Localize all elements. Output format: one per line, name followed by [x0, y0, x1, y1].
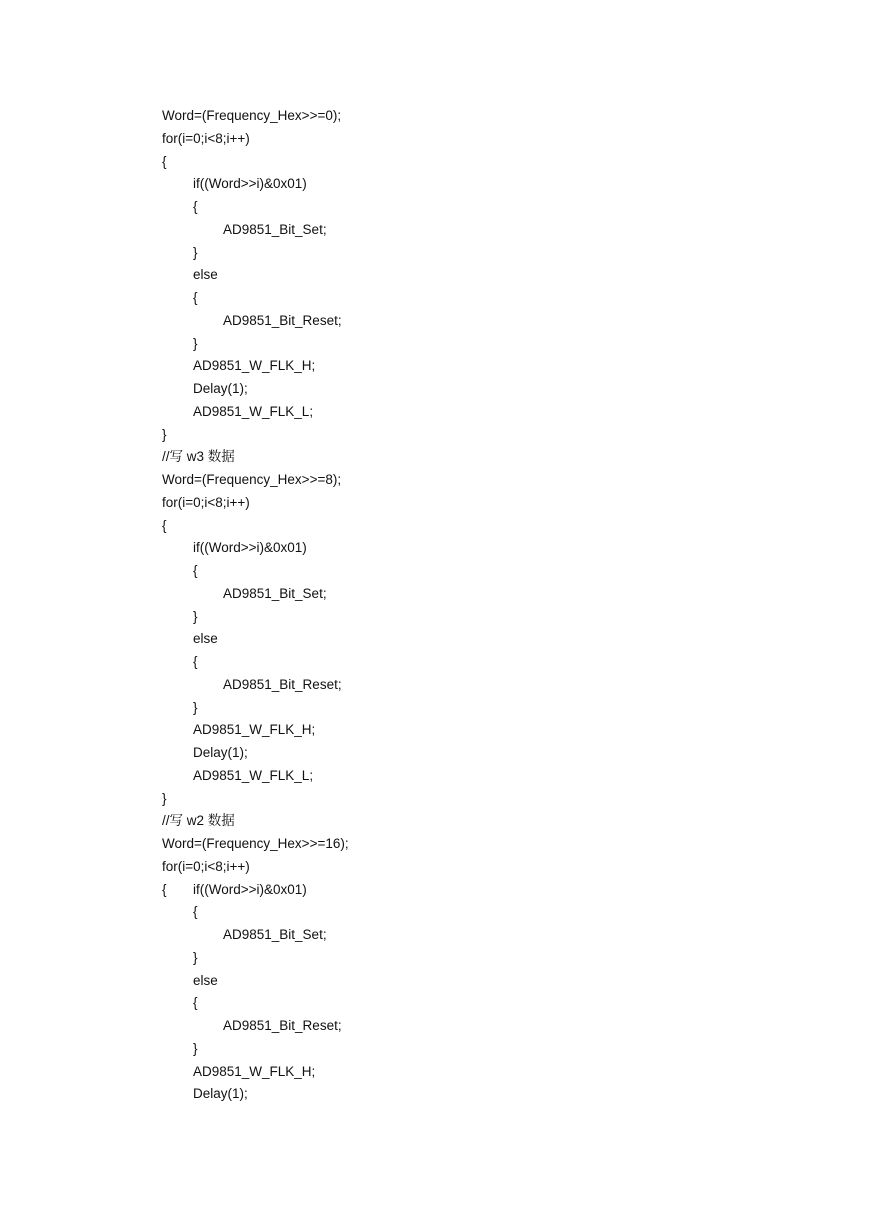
code-text: AD9851_Bit_Set;	[223, 585, 327, 601]
code-text: Word=(Frequency_Hex>>=8);	[162, 472, 342, 487]
code-text: AD9851_W_FLK_L;	[193, 403, 314, 419]
code-line	[162, 970, 722, 993]
code-text: AD9851_Bit_Set;	[223, 927, 327, 942]
code-line	[162, 606, 722, 629]
code-text: Delay(1);	[193, 745, 248, 760]
code-text: else	[193, 267, 218, 283]
code-line	[162, 333, 722, 356]
code-text: if((Word>>i)&0x01)	[193, 881, 307, 897]
code-line	[162, 424, 722, 447]
code-text: {	[193, 654, 198, 669]
code-text: for(i=0;i<8;i++)	[162, 494, 250, 510]
code-text: else	[193, 631, 218, 647]
code-text: {	[193, 290, 198, 305]
code-text: for(i=0;i<8;i++)	[162, 130, 250, 146]
code-line	[162, 651, 722, 674]
code-line	[162, 128, 722, 151]
code-text: if((Word>>i)&0x01)	[193, 176, 307, 192]
code-line	[162, 310, 722, 333]
code-text: for(i=0;i<8;i++)	[162, 858, 250, 874]
code-line	[162, 469, 722, 492]
code-line	[162, 879, 722, 902]
code-line	[162, 173, 722, 196]
code-line	[162, 446, 722, 469]
code-line	[162, 1083, 722, 1106]
code-line	[162, 742, 722, 765]
code-text: }	[193, 949, 198, 965]
code-text: Word=(Frequency_Hex>>=16);	[162, 836, 349, 851]
code-line	[162, 765, 722, 788]
code-text: }	[162, 790, 167, 806]
code-line	[162, 264, 722, 287]
code-line	[162, 242, 722, 265]
code-text: {	[162, 881, 167, 897]
code-text: {	[193, 563, 198, 578]
code-text: {	[193, 199, 198, 214]
code-line	[162, 515, 722, 538]
code-text: }	[193, 1040, 198, 1056]
code-line	[162, 355, 722, 378]
code-line	[162, 788, 722, 811]
code-line	[162, 151, 722, 174]
code-line	[162, 378, 722, 401]
code-line	[162, 1038, 722, 1061]
code-line	[162, 833, 722, 856]
code-text: }	[193, 244, 198, 260]
code-line	[162, 697, 722, 720]
code-text: AD9851_W_FLK_H;	[193, 722, 316, 738]
code-line	[162, 401, 722, 424]
code-text: AD9851_Bit_Set;	[223, 221, 327, 237]
code-text: {	[162, 517, 167, 533]
code-text: {	[162, 153, 167, 169]
code-text: AD9851_Bit_Reset;	[223, 676, 342, 692]
code-line	[162, 492, 722, 515]
code-text: AD9851_W_FLK_L;	[193, 767, 314, 783]
code-line	[162, 810, 722, 833]
code-line	[162, 560, 722, 583]
code-text: }	[193, 699, 198, 715]
code-text: AD9851_Bit_Reset;	[223, 1018, 342, 1033]
code-text: }	[162, 426, 167, 442]
code-line	[162, 105, 722, 128]
code-line	[162, 287, 722, 310]
code-line	[162, 583, 722, 606]
code-line	[162, 1015, 722, 1038]
code-text: }	[193, 335, 198, 351]
code-line	[162, 947, 722, 970]
code-line	[162, 196, 722, 219]
code-text: AD9851_Bit_Reset;	[223, 312, 342, 328]
code-text: AD9851_W_FLK_H;	[193, 358, 316, 374]
code-text: Word=(Frequency_Hex>>=0);	[162, 108, 342, 123]
code-text: //写 w3 数据	[162, 449, 235, 465]
code-line	[162, 719, 722, 742]
code-text: AD9851_W_FLK_H;	[193, 1063, 316, 1079]
code-line	[162, 992, 722, 1015]
code-text: Delay(1);	[193, 381, 248, 396]
code-line	[162, 537, 722, 560]
code-text: else	[193, 972, 218, 988]
code-line	[162, 628, 722, 651]
code-line	[162, 1061, 722, 1084]
code-line	[162, 674, 722, 697]
code-text: }	[193, 608, 198, 624]
code-block	[162, 105, 722, 1106]
code-text: {	[193, 995, 198, 1011]
code-line	[162, 924, 722, 947]
code-text: if((Word>>i)&0x01)	[193, 540, 307, 556]
code-text: //写 w2 数据	[162, 813, 235, 829]
code-line	[162, 856, 722, 879]
code-line	[162, 901, 722, 924]
code-text: Delay(1);	[193, 1086, 248, 1102]
code-text: {	[193, 904, 198, 920]
code-line	[162, 219, 722, 242]
